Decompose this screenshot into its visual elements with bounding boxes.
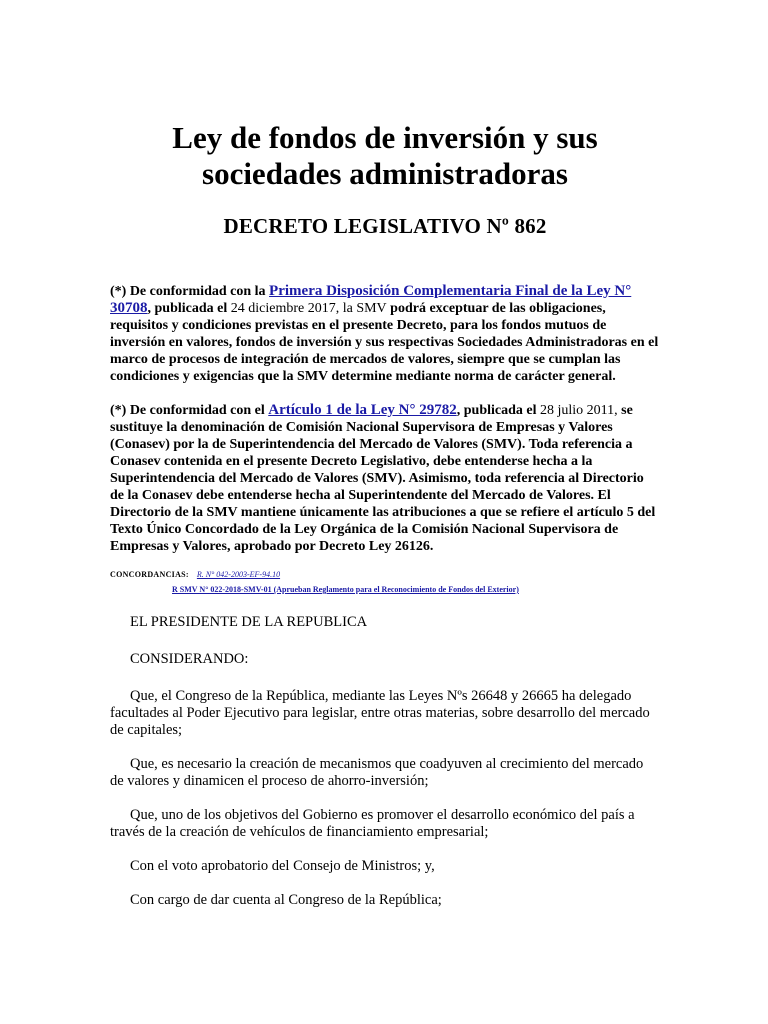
concordancias bbox=[110, 569, 660, 596]
concordancia-link-1[interactable]: R. N° 042-2003-EF-94.10 bbox=[196, 570, 281, 579]
note-1-link[interactable]: Primera Disposición Complementaria Final de la Ley N° 30708 bbox=[110, 283, 632, 316]
note-2-date: 28 julio 2011, bbox=[540, 403, 618, 418]
decree-number: DECRETO LEGISLATIVO Nº 862 bbox=[223, 214, 547, 238]
document-title: Ley de fondos de inversión y sus sociedades administradoras bbox=[172, 120, 598, 191]
considerando-paragraph-3: Que, uno de los objetivos del Gobierno es promover el desarrollo económico del país a través de la creación de vehículos de financiamiento empresarial; bbox=[110, 807, 635, 840]
considerando-paragraph-2: Que, es necesario la creación de mecanismos que coadyuven al crecimiento del mercado de valores y dinamicen el proceso de ahorro-inversión; bbox=[110, 756, 644, 789]
note-1-text: podrá exceptuar de las obligaciones, requisitos y condiciones previstas en el presente Decreto, para los fondos mutuos de inversión en valores, fondos de inversión y sus respectivas Sociedades Administradoras en el marco de procesos de integración de mercados de valores, siempre que se cumplan las condiciones y exigencias que la SMV determine mediante norma de carácter general. bbox=[110, 301, 659, 384]
presidente-heading: EL PRESIDENTE DE LA REPUBLICA bbox=[130, 614, 368, 630]
note-1-date: 24 diciembre 2017, la SMV bbox=[230, 301, 387, 316]
note-2 bbox=[110, 402, 660, 555]
considerando-paragraph-4: Con el voto aprobatorio del Consejo de Ministros; y, bbox=[130, 858, 435, 874]
concordancias-line-1 bbox=[110, 569, 660, 581]
considerando-paragraph-5: Con cargo de dar cuenta al Congreso de la República; bbox=[130, 892, 442, 908]
note-1-prefix: (*) De conformidad con la bbox=[110, 284, 270, 299]
note-1-mid: , publicada el bbox=[147, 301, 231, 316]
note-2-text: se sustituye la denominación de Comisión Nacional Supervisora de Empresas y Valores (Conasev) por la de Superintendencia del Mercado de Valores (SMV). Toda referencia a Conasev contenida en el presente Decreto Legislativo, debe entenderse hecha a la Superintendencia del Mercado de Valores (SMV). Asimismo, toda referencia al Directorio de la Conasev debe entenderse hecha al Superintendente del Mercado de Valores. El Directorio de la SMV mantiene únicamente las atribuciones a que se refiere el artículo 5 del Texto Único Concordado de la Ley Orgánica de la Comisión Nacional Supervisora de Empresas y Valores, aprobado por Decreto Ley 26126. bbox=[110, 403, 656, 554]
concordancias-line-2 bbox=[172, 584, 660, 596]
concordancias-label: CONCORDANCIAS: bbox=[110, 570, 189, 579]
note-2-link[interactable]: Artículo 1 de la Ley N° 29782 bbox=[268, 402, 457, 418]
considerando-paragraph-1: Que, el Congreso de la República, mediante las Leyes Nºs 26648 y 26665 ha delegado facultades al Poder Ejecutivo para legislar, entre otras materias, sobre desarrollo del mercado de capitales; bbox=[110, 688, 650, 738]
considerando-heading: CONSIDERANDO: bbox=[130, 651, 249, 667]
concordancia-link-2[interactable]: R SMV N° 022-2018-SMV-01 (Aprueban Reglamento para el Reconocimiento de Fondos del Exterior) bbox=[172, 585, 519, 594]
note-2-prefix: (*) De conformidad con el bbox=[110, 403, 269, 418]
decree-body bbox=[110, 614, 660, 909]
note-1 bbox=[110, 283, 660, 385]
note-2-mid: , publicada el bbox=[456, 403, 540, 418]
